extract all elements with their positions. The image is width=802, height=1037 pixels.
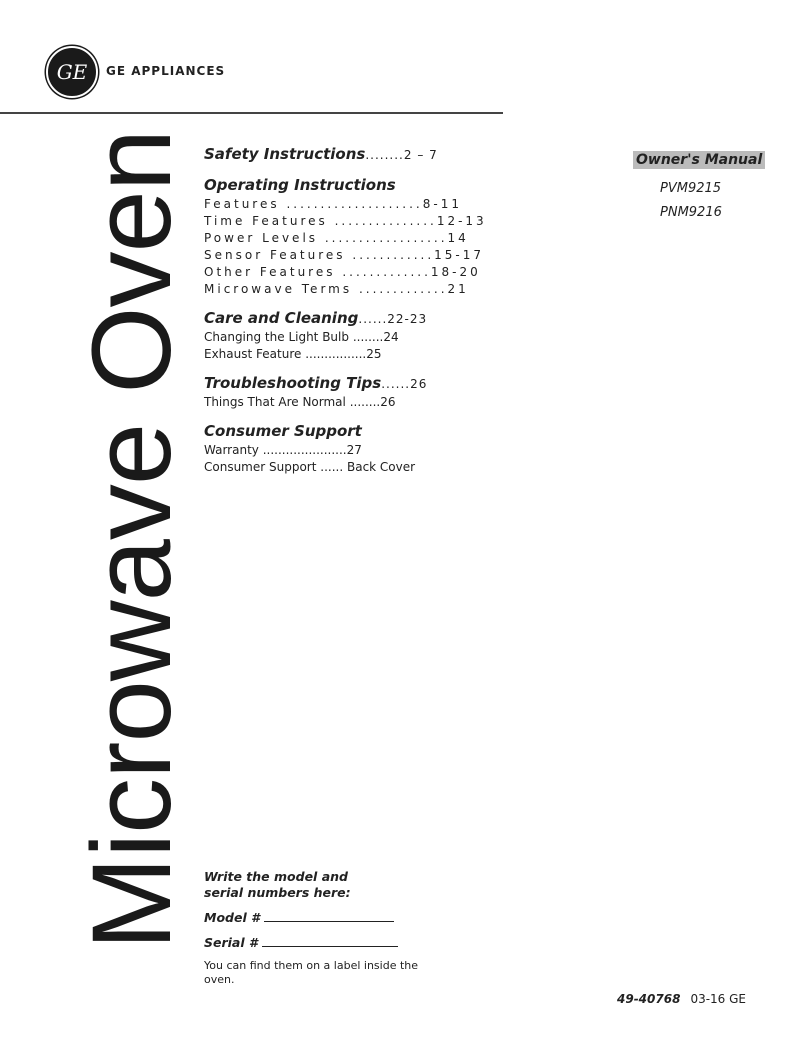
toc-item-label: Changing the Light Bulb xyxy=(204,330,349,344)
brand-name: GE APPLIANCES xyxy=(106,64,226,78)
toc-heading[interactable] xyxy=(204,308,504,329)
toc-item[interactable] xyxy=(204,264,504,281)
toc-page: .............21 xyxy=(358,282,469,296)
toc-heading[interactable] xyxy=(204,144,504,165)
header-divider xyxy=(0,112,503,114)
serial-field[interactable] xyxy=(262,934,398,947)
table-of-contents xyxy=(204,144,504,486)
toc-page: ........26 xyxy=(349,395,396,409)
toc-item[interactable] xyxy=(204,281,504,298)
toc-section xyxy=(204,373,504,411)
toc-page: .............18-20 xyxy=(342,265,481,279)
record-prompt: Write the model and serial numbers here: xyxy=(204,869,351,900)
toc-item-label: Time Features xyxy=(204,214,328,228)
owners-manual-label: Owner's Manual xyxy=(633,151,765,169)
toc-section xyxy=(204,175,504,298)
toc-heading[interactable] xyxy=(204,373,504,394)
toc-section xyxy=(204,421,504,476)
toc-section xyxy=(204,144,504,165)
toc-item-label: Exhaust Feature xyxy=(204,347,302,361)
toc-heading-label: Care and Cleaning xyxy=(204,309,359,327)
toc-item-label: Sensor Features xyxy=(204,248,346,262)
toc-heading[interactable] xyxy=(204,175,504,196)
toc-item[interactable] xyxy=(204,213,504,230)
model-number: PNM9216 xyxy=(660,205,722,220)
toc-item[interactable] xyxy=(204,346,504,363)
toc-heading-label: Operating Instructions xyxy=(204,176,396,194)
toc-page: ...............12-13 xyxy=(334,214,487,228)
toc-item-label: Warranty xyxy=(204,443,259,457)
date-code: 03-16 GE xyxy=(690,992,747,1006)
toc-page: ................25 xyxy=(305,347,382,361)
toc-page: ......22-23 xyxy=(358,312,428,326)
toc-item-label: Things That Are Normal xyxy=(204,395,346,409)
toc-page: ...... Back Cover xyxy=(320,460,416,474)
toc-page: ............15-17 xyxy=(352,248,485,262)
model-serial-record xyxy=(204,869,434,987)
toc-item[interactable] xyxy=(204,247,504,264)
toc-heading-label: Consumer Support xyxy=(204,422,362,440)
model-number: PVM9215 xyxy=(660,181,722,196)
toc-item[interactable] xyxy=(204,230,504,247)
toc-heading[interactable] xyxy=(204,421,504,442)
toc-section xyxy=(204,308,504,363)
toc-heading-label: Troubleshooting Tips xyxy=(204,374,382,392)
model-label: Model # xyxy=(204,910,260,925)
toc-item-label: Features xyxy=(204,197,280,211)
toc-page: ........2 – 7 xyxy=(365,148,438,162)
toc-item[interactable] xyxy=(204,196,504,213)
toc-item[interactable] xyxy=(204,329,504,346)
record-note: You can find them on a label inside the oven. xyxy=(204,959,419,986)
toc-page: ......26 xyxy=(381,377,428,391)
toc-heading-label: Safety Instructions xyxy=(204,145,366,163)
toc-item-label: Microwave Terms xyxy=(204,282,353,296)
toc-item-label: Power Levels xyxy=(204,231,319,245)
toc-item[interactable] xyxy=(204,459,504,476)
model-field[interactable] xyxy=(264,909,394,922)
toc-page: ........24 xyxy=(352,330,399,344)
ge-logo: GE xyxy=(46,46,98,98)
toc-page: ....................8-11 xyxy=(286,197,462,211)
toc-item-label: Other Features xyxy=(204,265,336,279)
toc-item[interactable] xyxy=(204,394,504,411)
doc-number: 49-40768 xyxy=(617,992,681,1006)
serial-label: Serial # xyxy=(204,935,258,950)
toc-page: ..................14 xyxy=(324,231,469,245)
footer xyxy=(617,992,746,1006)
toc-page: ......................27 xyxy=(262,443,362,457)
document-title: Microwave Oven xyxy=(69,129,194,950)
toc-item-label: Consumer Support xyxy=(204,460,317,474)
toc-item[interactable] xyxy=(204,442,504,459)
